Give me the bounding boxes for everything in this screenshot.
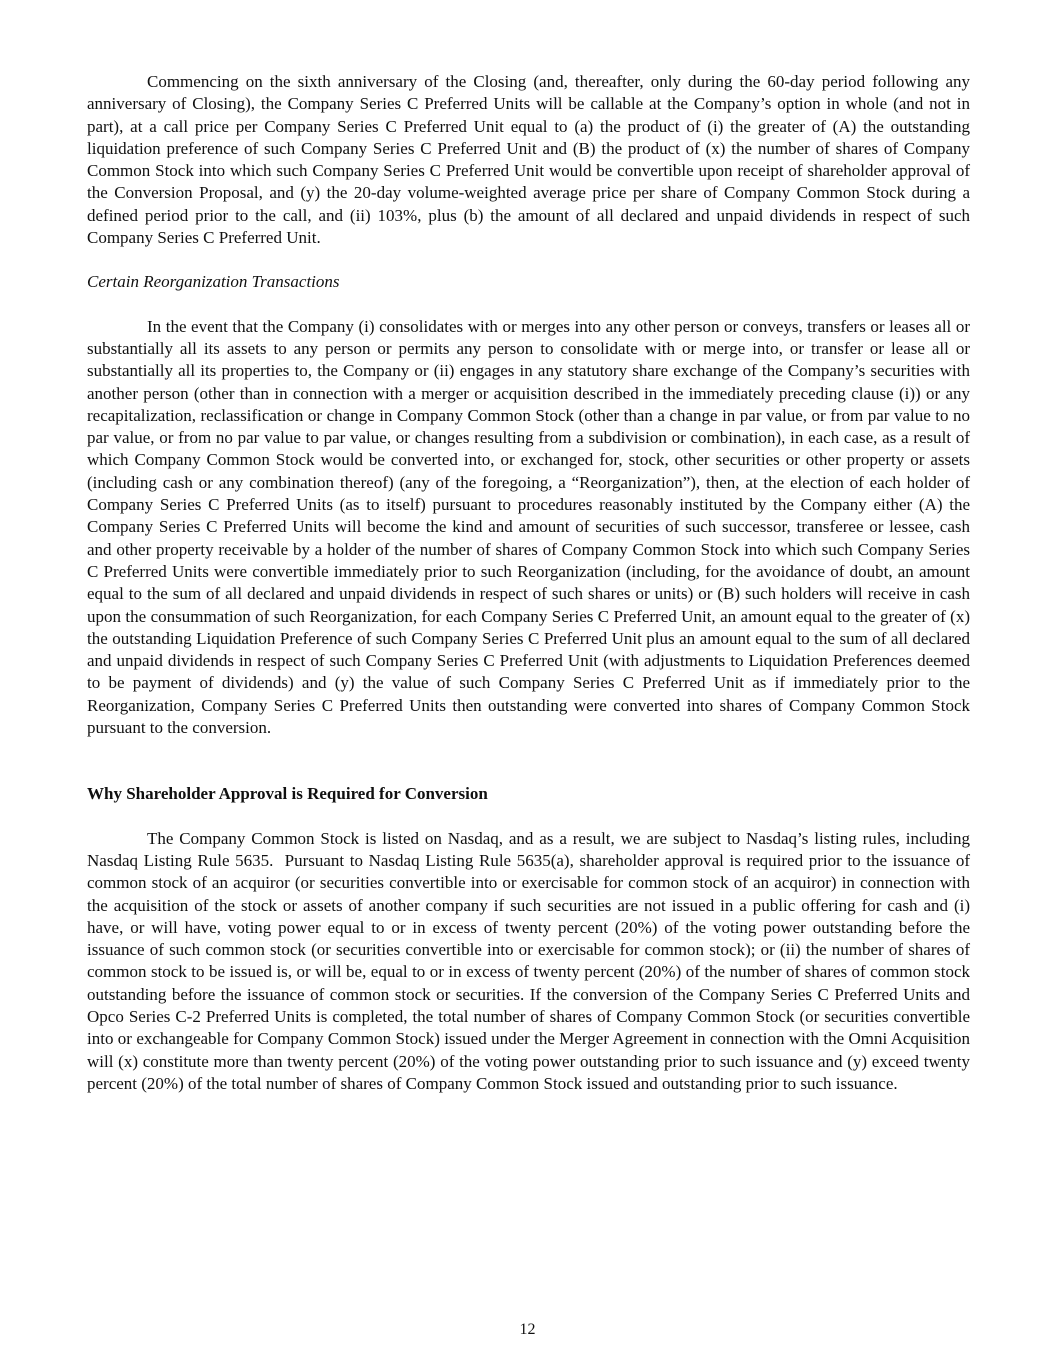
heading-certain-reorganization-transactions: Certain Reorganization Transactions bbox=[87, 272, 340, 292]
heading-why-shareholder-approval-required: Why Shareholder Approval is Required for Conversion bbox=[87, 784, 488, 804]
document-content bbox=[87, 71, 970, 1117]
paragraph-nasdaq-listing-rules: The Company Common Stock is listed on Nasdaq, and as a result, we are subject to Nasdaq’s listing rules, including Nasdaq Listing Rule 5635. Pursuant to Nasdaq Listing Rule 5635(a), shareholder approval is required prior to the issuance of common stock of an acquiror (or securities convertible into or exercisable for common stock of an acquiror) in connection with the acquisition of the stock or assets of another company if such securities are not issued in a public offering for cash and (i) have, or will have, voting power equal to or in excess of twenty percent (20%) of the voting power outstanding before the issuance of such common stock (or securities convertible into or exercisable for common stock); or (ii) the number of shares of common stock to be issued is, or will be, equal to or in excess of twenty percent (20%) of the number of shares of common stock outstanding before the issuance of common stock or securities. If the conversion of the Company Series C Preferred Units and Opco Series C-2 Preferred Units is completed, the total number of shares of Company Common Stock (or securities convertible into or exchangeable for Company Common Stock) issued under the Merger Agreement in connection with the Omni Acquisition will (x) constitute more than twenty percent (20%) of the voting power outstanding prior to such issuance and (y) exceed twenty percent (20%) of the total number of shares of Company Common Stock issued and outstanding prior to such issuance. bbox=[87, 828, 970, 1093]
paragraph-call-provision: Commencing on the sixth anniversary of the Closing (and, thereafter, only during the 60-day period following any anniversary of Closing), the Company Series C Preferred Units will be callable at the Company’s option in whole (and not in part), at a call price per Company Series C Preferred Unit equal to (a) the product of (i) the greater of (A) the outstanding liquidation preference of such Company Series C Preferred Unit and (B) the product of (x) the number of shares of Company Common Stock into which such Company Series C Preferred Unit would be convertible upon receipt of shareholder approval of the Conversion Proposal, and (y) the 20-day volume-weighted average price per share of Company Common Stock during a defined period prior to the call, and (ii) 103%, plus (b) the amount of all declared and unpaid dividends in respect of such Company Series C Preferred Unit. bbox=[87, 72, 970, 248]
page-number: 12 bbox=[519, 1321, 536, 1338]
paragraph-reorganization-transactions: In the event that the Company (i) consolidates with or merges into any other person or conveys, transfers or leases all or substantially all its assets to any person or permits any person to consolidate with or merge into, or transfer or lease all or substantially all its properties to, the Company or (ii) engages in any statutory share exchange of the Company’s securities with another person (other than in connection with a merger or acquisition described in the immediately preceding clause (i)) or any recapitalization, reclassification or change in Company Common Stock (other than a change in par value, or from par value to no par value, or from no par value to par value, or changes resulting from a subdivision or combination), in each case, as a result of which Company Common Stock would be converted into, or exchanged for, stock, other securities or other property or assets (including cash or any combination thereof) (any of the foregoing, a “Reorganization”), then, at the election of each holder of Company Series C Preferred Units (as to itself) pursuant to procedures reasonably instituted by the Company either (A) the Company Series C Preferred Units will become the kind and amount of securities of such successor, transferee or lessee, cash and other property receivable by a holder of the number of shares of Company Common Stock into which such Company Series C Preferred Units were convertible immediately prior to such Reorganization (including, for the avoidance of doubt, an amount equal to the sum of all declared and unpaid dividends in respect of such shares or units) or (B) such holders will receive in cash upon the consummation of such Reorganization, for each Company Series C Preferred Unit, an amount equal to the greater of (x) the outstanding Liquidation Preference of such Company Series C Preferred Unit plus an amount equal to the sum of all declared and unpaid dividends in respect of such Company Series C Preferred Unit (with adjustments to Liquidation Preferences deemed to be payment of dividends) and (y) the value of such Company Series C Preferred Unit as if immediately prior to the Reorganization, Company Series C Preferred Units then outstanding were converted into shares of Company Common Stock pursuant to the conversion. bbox=[87, 316, 970, 738]
